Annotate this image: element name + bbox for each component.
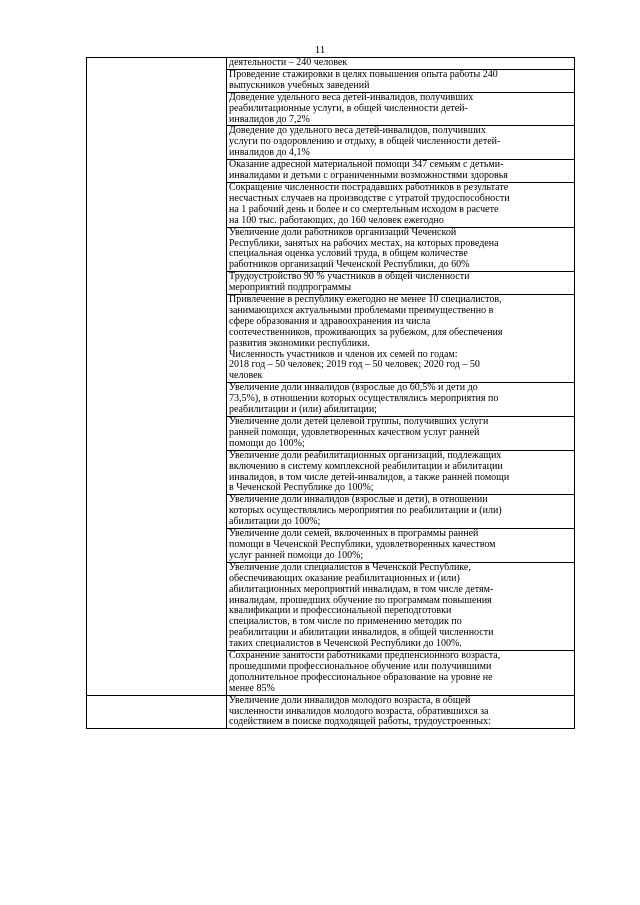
indicator-cell: Увеличение доли инвалидов (взрослые до 60,5% и дети до 73,5%), в отношении которых осуществлялись мероприятия по реабилитации и (или) абилитации; <box>227 383 575 417</box>
indicator-cell: деятельности – 240 человек <box>227 58 575 70</box>
indicator-cell: Увеличение доли детей целевой группы, получивших услуги ранней помощи, удовлетворенных качеством услуг ранней помощи до 100%; <box>227 417 575 451</box>
indicator-cell: Увеличение доли специалистов в Чеченской Республике, обеспечивающих оказание реабилитационных и (или) абилитационных мероприятий инвалидам, в том числе детям- инвалидам, прошедших обучение по программам повышения квалификации и профессиональной переподготовки специалистов, в том числе по применению методик по реабилитации и абилитации инвалидов, в общей численности таких специалистов в Чеченской Республики до 100%. <box>227 562 575 650</box>
indicator-cell: Увеличение доли реабилитационных организаций, подлежащих включению в систему комплексной реабилитации и абилитации инвалидов, в том числе детей-инвалидов, а также ранней помощи в Чеченской Республике до 100%; <box>227 450 575 495</box>
left-column-cell <box>87 58 227 696</box>
indicator-cell: Доведение до удельного веса детей-инвалидов, получивших услуги по оздоровлению и отдыху, в общей численности детей- инвалидов до 4,1% <box>227 126 575 160</box>
indicator-cell: Сокращение численности пострадавших работников в результате несчастных случаев на производстве с утратой трудоспособности на 1 рабочий день и более и со смертельным исходом в расчете на 100 тыс. работающих, до 160 человек ежегодно <box>227 182 575 227</box>
indicator-cell: Оказание адресной материальной помощи 347 семьям с детьми- инвалидами и детьми с ограниченными возможностями здоровья <box>227 160 575 183</box>
indicator-cell: Доведение удельного веса детей-инвалидов, получивших реабилитационные услуги, в общей численности детей- инвалидов до 7,2% <box>227 92 575 126</box>
indicator-cell: Проведение стажировки в целях повышения опыта работы 240 выпускников учебных заведений <box>227 69 575 92</box>
left-column-cell <box>87 695 227 729</box>
indicator-cell: Увеличение доли работников организаций Чеченской Республики, занятых на рабочих местах, на которых проведена специальная оценка условий труда, в общем количестве работников организаций Чеченской Республики, до 60% <box>227 227 575 272</box>
page-number: 11 <box>314 44 326 56</box>
indicator-cell: Трудоустройство 90 % участников в общей численности мероприятий подпрограммы <box>227 272 575 295</box>
indicator-cell: Привлечение в республику ежегодно не менее 10 специалистов, занимающихся актуальными проблемами преимущественно в сфере образования и здравоохранения из числа соотечественников, проживающих за рубежом, для обеспечения развития экономики республики. Численность участников и членов их семей по годам: 2018 год – 50 человек; 2019 год – 50 человек; 2020 год – 50 человек <box>227 295 575 383</box>
indicators-table <box>86 57 575 729</box>
indicator-cell: Увеличение доли семей, включенных в программы ранней помощи в Чеченской Республики, удовлетворенных качеством услуг ранней помощи до 100%; <box>227 529 575 563</box>
table-row <box>87 58 575 70</box>
indicator-cell: Увеличение доли инвалидов (взрослые и дети), в отношении которых осуществлялись мероприятия по реабилитации и (или) абилитации до 100%; <box>227 495 575 529</box>
indicator-cell: Увеличение доли инвалидов молодого возраста, в общей численности инвалидов молодого возраста, обратившихся за содействием в поиске подходящей работы, трудоустроенных: <box>227 695 575 729</box>
indicator-cell: Сохранение занятости работниками предпенсионного возраста, прошедшими профессиональное обучение или получившими дополнительное профессиональное образование на уровне не менее 85% <box>227 651 575 696</box>
table-row <box>87 695 575 729</box>
